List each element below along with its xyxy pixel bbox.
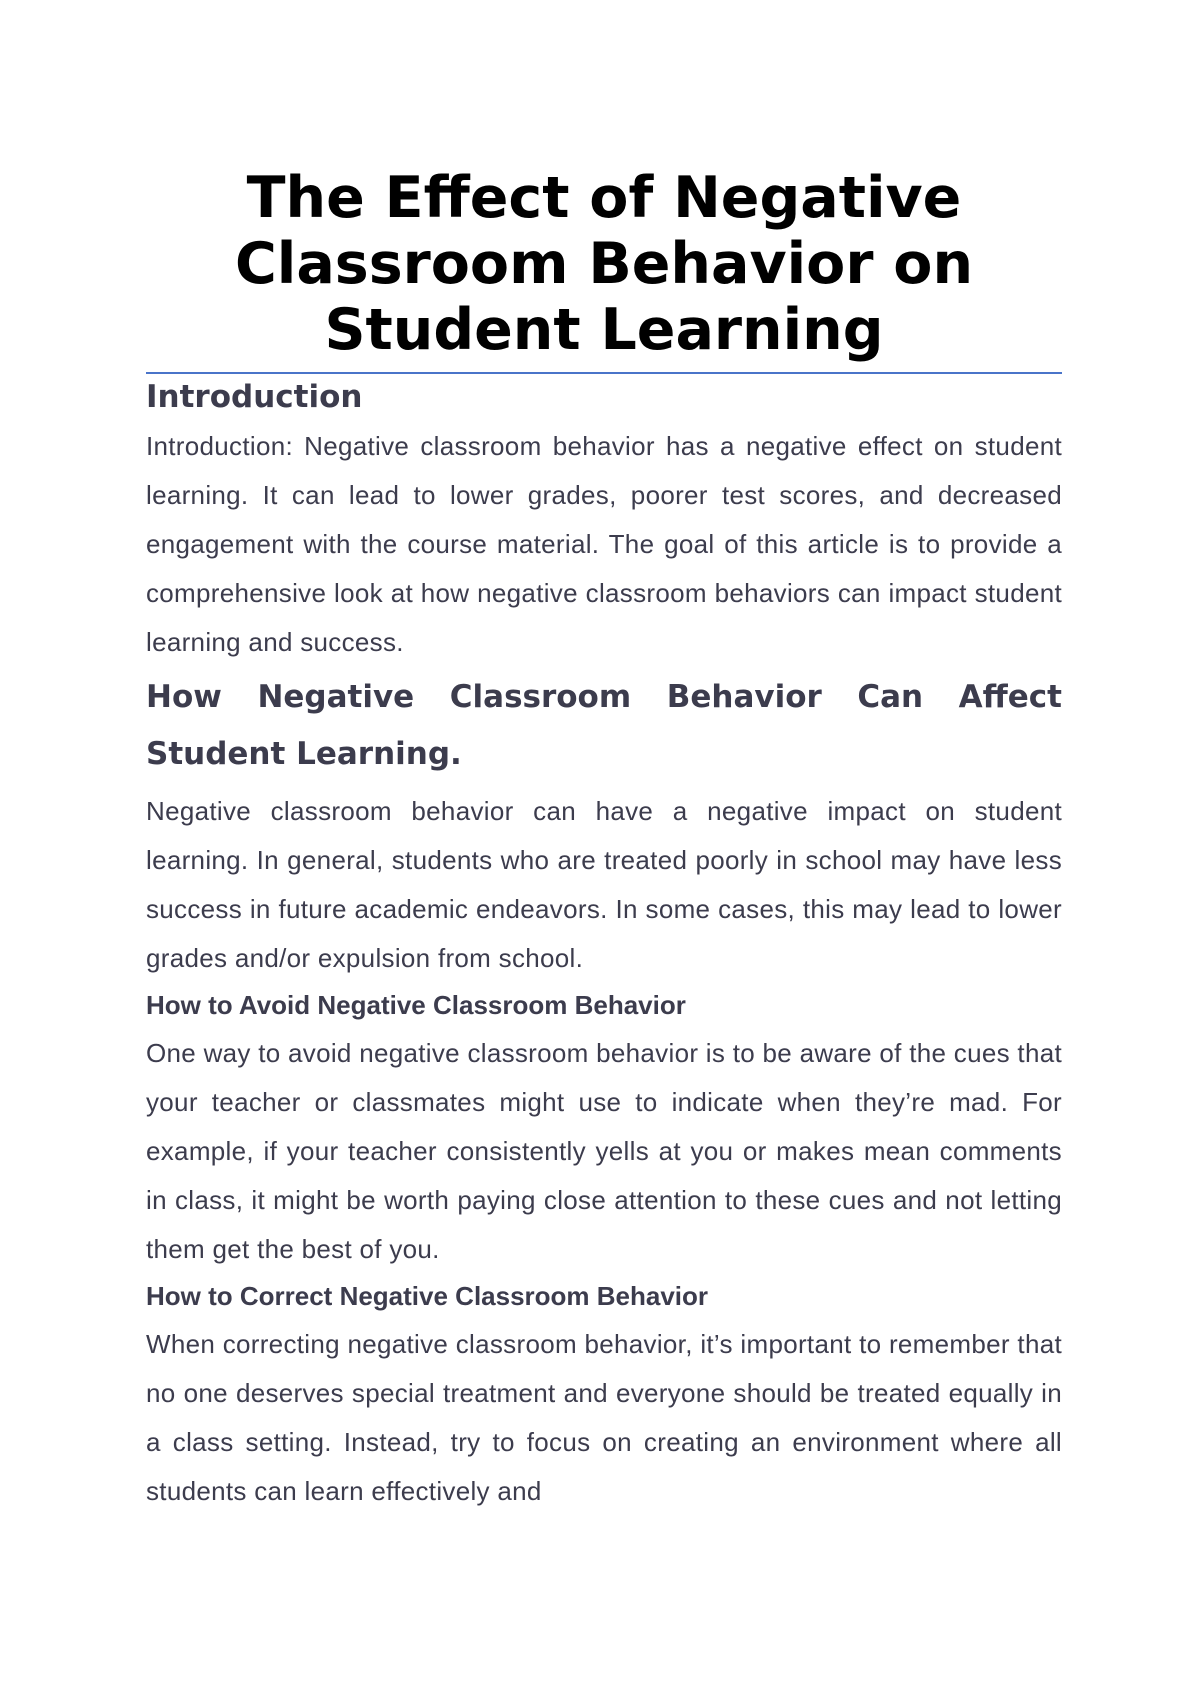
section-heading-avoid: How to Avoid Negative Classroom Behavior	[146, 990, 686, 1020]
section-body-introduction: Introduction: Negative classroom behavior has a negative effect on student learning. It can lead to lower grades, poorer test scores, and decreased engagement with the course material. The goal of this article is to provide a comprehensive look at how negative classroom behaviors can impact student learning and success.	[146, 431, 1062, 657]
section-body-avoid: One way to avoid negative classroom behavior is to be aware of the cues that your teacher or classmates might use to indicate when they’re mad. For example, if your teacher consistently yells at you or makes mean comments in class, it might be worth paying close attention to these cues and not letting them get the best of you.	[146, 1038, 1062, 1264]
section-heading-introduction: Introduction	[146, 379, 363, 415]
section-heading-correct: How to Correct Negative Classroom Behavior	[146, 1281, 709, 1311]
section-heading-affect: How Negative Classroom Behavior Can Affect Student Learning.	[146, 679, 1062, 772]
document-page	[146, 165, 1062, 1518]
section-body-correct: When correcting negative classroom behavior, it’s important to remember that no one deserves special treatment and everyone should be treated equally in a class setting. Instead, try to focus on creating an environment where all students can learn effectively and	[146, 1329, 1062, 1506]
document-title: The Effect of Negative Classroom Behavior on Student Learning	[234, 165, 974, 363]
section-body-affect: Negative classroom behavior can have a negative impact on student learning. In general, students who are treated poorly in school may have less success in future academic endeavors. In some cases, this may lead to lower grades and/or expulsion from school.	[146, 796, 1062, 973]
title-divider	[146, 372, 1062, 374]
